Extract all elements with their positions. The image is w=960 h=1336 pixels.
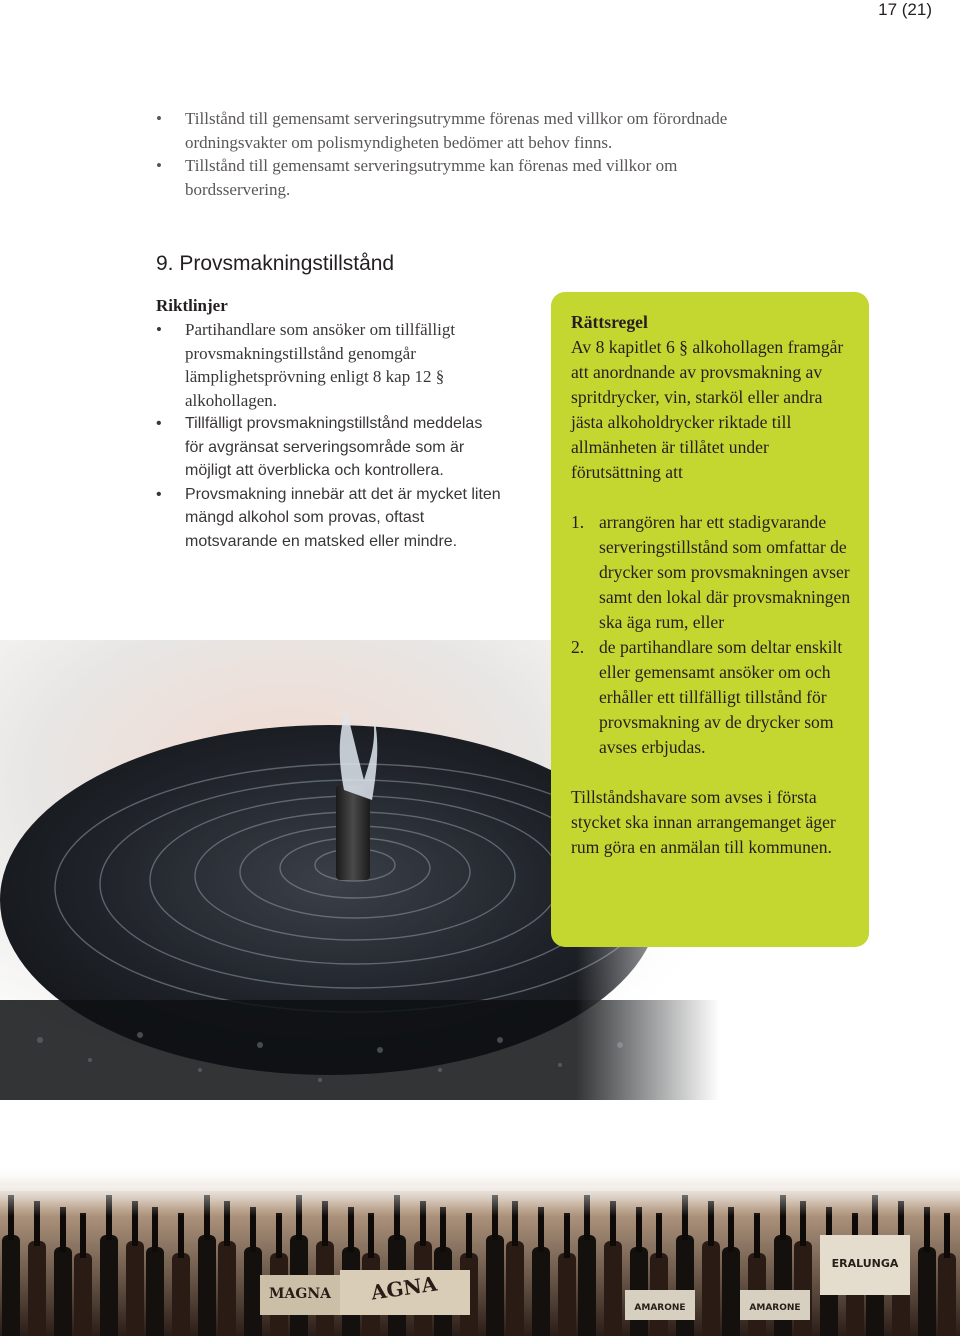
list-text: de partihandlare som deltar enskilt eller gemensamt ansöker om och erhåller ett tillfälligt tillstånd för provsmakning av de drycker som avses erbjudas.	[599, 637, 843, 757]
list-item: • Provsmakning innebär att det är mycket liten mängd alkohol som provas, oftast motsvarande en matsked eller mindre.	[156, 483, 501, 554]
section-heading: 9. Provsmakningstillstånd	[156, 252, 395, 275]
rattsregel-conditions	[571, 510, 857, 760]
wine-bottles-photo	[0, 1165, 960, 1336]
rattsregel-box	[551, 292, 869, 947]
list-item: • Tillstånd till gemensamt serveringsutrymme förenas med villkor om förordnade ordningsvakter om polismyndigheten bedömer att behov finns.	[156, 107, 776, 154]
rattsregel-closing: Tillståndshavare som avses i första stycket ska innan arrangemanget äger rum göra en anmälan till kommunen.	[571, 787, 836, 857]
bottles-illustration	[0, 1165, 960, 1336]
list-text: arrangören har ett stadigvarande serveringstillstånd som omfattar de drycker som provsmakningen avser samt den lokal där provsmakningen ska äga rum, eller	[599, 512, 851, 632]
riktlinjer-bullet-list	[156, 318, 501, 553]
list-item: • Partihandlare som ansöker om tillfälligt provsmakningstillstånd genomgår lämplighetsprövning enligt 8 kap 12 § alkohollagen.	[156, 318, 501, 412]
rattsregel-title: Rättsregel	[571, 312, 648, 332]
list-number: 1.	[571, 512, 585, 532]
list-item: • Tillstånd till gemensamt serveringsutrymme kan förenas med villkor om bordsservering.	[156, 154, 776, 201]
list-item	[571, 510, 857, 635]
page-number: 17 (21)	[878, 0, 932, 19]
riktlinjer-heading: Riktlinjer	[156, 296, 228, 315]
list-number: 2.	[571, 637, 585, 657]
rattsregel-intro: Av 8 kapitlet 6 § alkohollagen framgår att anordnande av provsmakning av spritdrycker, vin, starköl eller andra jästa alkoholdrycker riktade till allmänheten är tillåtet under förutsättning att	[571, 337, 844, 482]
list-item: • Tillfälligt provsmakningstillstånd meddelas för avgränsat serveringsområde som är möjligt att överblicka och kontrollera.	[156, 412, 501, 483]
top-bullet-list	[156, 107, 776, 201]
list-item	[571, 635, 857, 760]
